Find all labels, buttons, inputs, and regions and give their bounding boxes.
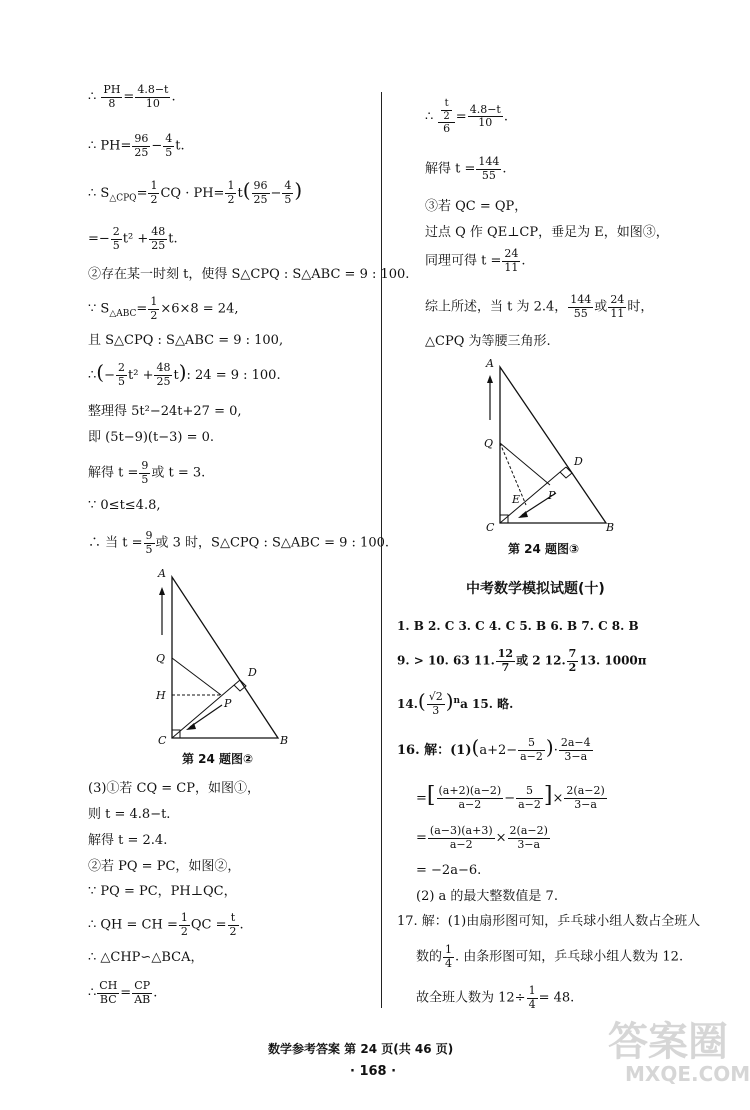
line-equation-t: 则 t = 4.8−t. <box>88 807 171 822</box>
label-e-3: E <box>512 493 521 506</box>
q16-step-2: = $\frac{(a-3)(a+3)}{a-2}$ × $\frac{2(a-2)}{3-a}$ <box>416 824 548 851</box>
line-ph-perp: ∵ PQ = PC，PH⊥QC， <box>88 884 237 899</box>
q16-step-1: =[ $\frac{(a+2)(a-2)}{a-2}$ − $\frac{5}{a-2}$ ]× $\frac{2(a-2)}{3-a}$ <box>416 783 605 811</box>
answers-1-8: 1. B 2. C 3. C 4. C 5. B 6. B 7. C 8. B <box>397 619 639 633</box>
figure-caption-2: 第 24 题图② <box>182 752 254 766</box>
line-similar: ∴ △CHP∽△BCA， <box>88 950 204 965</box>
line-range: ∵ 0≤t≤4.8, <box>88 498 161 513</box>
section-title: 中考数学模拟试题(十) <box>466 581 605 597</box>
label-d-3: D <box>574 455 583 468</box>
watermark-url: MXQE.COM <box>625 1062 750 1086</box>
label-c: C <box>158 734 167 747</box>
q16-expression: 16. 解：(1)(a+2− $\frac{5}{a-2}$ )· $\frac{2a-4}{3-a}$ <box>397 735 591 763</box>
watermark-logo: 答案圈 <box>608 1019 728 1065</box>
triangle-abc <box>172 577 278 738</box>
right-angle-mark-d-3 <box>560 467 572 478</box>
page-number: · 168 · <box>350 1064 397 1079</box>
figure-caption-3: 第 24 题图③ <box>508 542 580 556</box>
label-a-3: A <box>486 357 494 370</box>
label-d: D <box>248 666 257 679</box>
q16-part2: (2) a 的最大整数值是 7. <box>416 889 558 904</box>
label-a: A <box>158 567 166 580</box>
line-ratio-given: 且 S△CPQ : S△ABC = 9 : 100, <box>88 333 284 348</box>
q17-line-1: 17. 解：(1)由扇形图可知，乒乓球小组人数占全班人 <box>397 914 701 929</box>
segment-qp-3 <box>500 443 550 485</box>
line-isosceles: △CPQ 为等腰三角形. <box>425 334 551 349</box>
arrow-up-head-3 <box>487 375 493 383</box>
label-c-3: C <box>486 521 495 534</box>
line-t-144-55: 解得 t = $\frac{144}{55}$ . <box>425 155 507 182</box>
line-factored: 即 (5t−9)(t−3) = 0. <box>88 430 215 445</box>
line-conclusion-2: ∴ 当 t = $\frac{9}{5}$ 或 3 时，S△CPQ : S△ABC = 9 : 100. <box>88 529 390 556</box>
label-p-3: P <box>548 489 556 502</box>
footer-title: 数学参考答案 第 24 页(共 46 页) <box>268 1042 454 1056</box>
answers-14-15: 14.( $\frac{√2}{3}$ )$^n$a 15. 略. <box>397 689 514 717</box>
line-summary: 综上所述，当 t 为 2.4， $\frac{144}{55}$ 或 $\frac{24}{11}$ 时， <box>425 293 654 320</box>
arrow-cp-line <box>190 705 222 727</box>
q17-line-2: 数的 $\frac{1}{4}$ . 由条形图可知，乒乓球小组人数为 12. <box>416 943 684 970</box>
line-t-24: 解得 t = 2.4. <box>88 833 168 848</box>
q17-line-3: 故全班人数为 12÷ $\frac{1}{4}$ = 48. <box>416 984 575 1011</box>
line-case-pq-pc: ②若 PQ = PC，如图②， <box>88 859 241 874</box>
line-area-abc: ∵ $S_{\triangle ABC}=$ $\frac{1}{2}$ ×6×8 = 24, <box>88 295 239 322</box>
line-solutions: 解得 t = $\frac{9}{5}$ 或 t = 3. <box>88 459 206 486</box>
line-case3-ratio: ∴ $\frac{\frac{t}{2}}{6}$ = $\frac{4.8-t}{10}$ . <box>425 98 508 135</box>
line-ratio-equation: ∴(− $\frac{2}{5}$ t² + $\frac{48}{25}$ t): 24 = 9 : 100. <box>88 360 281 388</box>
q16-result: = −2a−6. <box>416 863 482 878</box>
figure-24-2 <box>150 565 300 750</box>
figure-24-3 <box>478 355 628 540</box>
segment-qp <box>172 658 221 695</box>
line-ph-ratio: ∴ $\frac{PH}{8}$ = $\frac{4.8-t}{10}$ . <box>88 83 176 110</box>
line-case-cq-cp: (3)①若 CQ = CP，如图①， <box>88 781 261 796</box>
label-b-3: B <box>606 521 615 534</box>
label-q: Q <box>156 652 166 665</box>
line-part2-exists: ②存在某一时刻 t，使得 S△CPQ : S△ABC = 9 : 100. <box>88 267 410 282</box>
line-qh-ch: ∴ QH = CH = $\frac{1}{2}$ QC = $\frac{t}{2}$ . <box>88 911 244 938</box>
line-ch-bc-ratio: ∴ $\frac{CH}{BC}$ = $\frac{CP}{AB}$ . <box>88 979 158 1006</box>
label-b: B <box>280 734 289 747</box>
label-q-3: Q <box>484 437 494 450</box>
label-p: P <box>224 697 232 710</box>
line-area-expanded: =− $\frac{2}{5}$ t² + $\frac{48}{25}$ t. <box>88 225 178 252</box>
arrow-up-head <box>159 587 165 595</box>
line-t-24-11: 同理可得 t = $\frac{24}{11}$ . <box>425 247 526 274</box>
label-h: H <box>156 689 166 702</box>
line-area-cpq: ∴ $S_{\triangle CPQ}=$ $\frac{1}{2}$ CQ · PH= $\frac{1}{2}$ t( $\frac{96}{25}$ − $\frac{4}{5}$ ) <box>88 178 303 206</box>
answers-9-13: 9. > 10. 63 11. $\frac{12}{7}$ 或 2 12. $\frac{7}{2}$ 13. 1000π <box>397 647 647 674</box>
line-construct-qe: 过点 Q 作 QE⊥CP，垂足为 E，如图③， <box>425 225 669 240</box>
line-case-qc-qp: ③若 QC = QP， <box>425 199 528 214</box>
segment-cd-3 <box>500 467 566 523</box>
line-ph-value: ∴ PH= $\frac{96}{25}$ − $\frac{4}{5}$ t. <box>88 132 185 159</box>
line-quadratic: 整理得 5t²−24t+27 = 0, <box>88 404 242 419</box>
